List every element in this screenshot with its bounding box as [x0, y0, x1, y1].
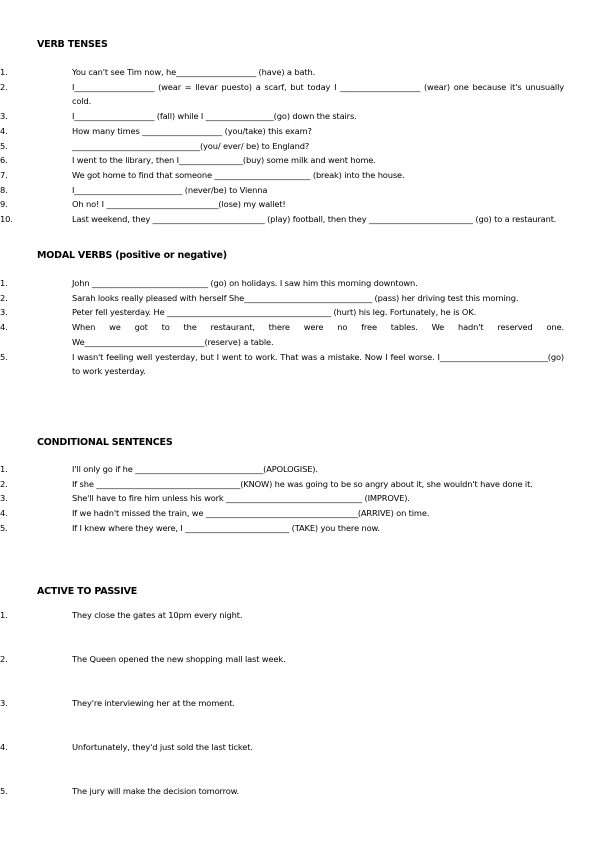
exercise-item	[0, 291, 564, 306]
item-number: 5.	[0, 522, 8, 533]
modal-verbs-list	[0, 276, 564, 379]
exercise-item	[0, 462, 564, 477]
item-number: 2.	[0, 81, 8, 92]
exercise-item	[0, 491, 564, 506]
item-number: 4.	[0, 322, 8, 333]
exercise-item	[0, 477, 564, 492]
section-heading-modal-verbs: MODAL VERBS (positive or negative)	[37, 250, 227, 261]
exercise-item	[0, 109, 564, 124]
section-heading-conditional-sentences: CONDITIONAL SENTENCES	[37, 437, 173, 448]
item-text: I wasn't feeling well yesterday, but I went to work. That was a mistake. Now I feel worse. I___________________________(go) to work yesterday.	[72, 351, 564, 377]
item-number: 5.	[0, 140, 8, 151]
item-number: 3.	[0, 493, 8, 504]
exercise-item	[0, 740, 564, 754]
exercise-item	[0, 168, 564, 183]
item-number: 5.	[0, 351, 8, 362]
item-text: Oh no! I ____________________________(lose) my wallet!	[72, 199, 286, 210]
item-number: 10.	[0, 214, 13, 225]
item-number: 1.	[0, 67, 8, 77]
item-text: We got home to find that someone ________________________ (break) into the house.	[72, 169, 405, 180]
exercise-item	[0, 124, 564, 139]
item-number: 1.	[0, 278, 8, 288]
item-number: 9.	[0, 199, 8, 210]
item-number: 2.	[0, 292, 8, 303]
item-text: Peter fell yesterday. He _________________________________________ (hurt) his leg. Fortunately, he is OK.	[72, 307, 477, 318]
exercise-item	[0, 608, 564, 622]
exercise-item	[0, 305, 564, 320]
item-number: 4.	[0, 125, 8, 136]
item-text: How many times ____________________ (you/take) this exam?	[72, 125, 312, 136]
item-number: 7.	[0, 169, 8, 180]
item-number: 4.	[0, 508, 8, 519]
item-text: The Queen opened the new shopping mall last week.	[72, 654, 286, 664]
item-text: If she ____________________________________(KNOW) he was going to be so angry about it, she wouldn't have done it.	[72, 478, 533, 489]
item-text: John _____________________________ (go) on holidays. I saw him this morning downtown.	[72, 278, 418, 288]
item-text: ________________________________(you/ ever/ be) to England?	[72, 140, 310, 151]
item-number: 8.	[0, 184, 8, 195]
conditional-sentences-list	[0, 462, 564, 536]
item-text: When we got to the restaurant, there were no free tables. We hadn't reserved one. We______________________________(reserve) a table.	[72, 322, 564, 347]
item-text: They're interviewing her at the moment.	[72, 698, 235, 708]
item-text: Sarah looks really pleased with herself She________________________________ (pass) her driving test this morning.	[72, 292, 519, 303]
exercise-item	[0, 139, 564, 154]
item-number: 2.	[0, 654, 8, 664]
item-text: I'll only go if he ________________________________(APOLOGISE).	[72, 464, 318, 474]
item-number: 3.	[0, 111, 8, 122]
item-text: Unfortunately, they'd just sold the last ticket.	[72, 742, 253, 752]
exercise-item	[0, 276, 564, 291]
item-number: 4.	[0, 742, 8, 752]
exercise-item	[0, 153, 564, 168]
item-text: You can't see Tim now, he____________________ (have) a bath.	[72, 67, 316, 77]
item-text: I___________________________ (never/be) to Vienna	[72, 184, 268, 195]
section-heading-verb-tenses: VERB TENSES	[37, 39, 108, 50]
exercise-item	[0, 652, 564, 666]
item-text: If I knew where they were, I __________________________ (TAKE) you there now.	[72, 522, 380, 533]
verb-tenses-list	[0, 65, 564, 227]
exercise-item	[0, 350, 564, 379]
exercise-item	[0, 197, 564, 212]
item-text: I____________________ (fall) while I _________________(go) down the stairs.	[72, 111, 357, 122]
item-number: 3.	[0, 698, 8, 708]
item-number: 6.	[0, 155, 8, 166]
item-number: 5.	[0, 786, 8, 796]
item-number: 1.	[0, 610, 8, 620]
item-number: 2.	[0, 478, 8, 489]
item-number: 3.	[0, 307, 8, 318]
item-text: Last weekend, they ____________________________ (play) football, then they __________________________ (go) to a restaurant.	[72, 214, 557, 225]
item-text: She'll have to fire him unless his work __________________________________ (IMPROVE).	[72, 493, 410, 504]
exercise-item	[0, 521, 564, 536]
exercise-item	[0, 212, 564, 227]
item-text: I____________________ (wear = llevar puesto) a scarf, but today I ____________________ (wear) one because it's unusually cold.	[72, 81, 564, 107]
section-heading-active-to-passive: ACTIVE TO PASSIVE	[37, 586, 138, 597]
exercise-item	[0, 320, 564, 349]
item-text: If we hadn't missed the train, we ______________________________________(ARRIVE) on time.	[72, 508, 430, 519]
exercise-item	[0, 696, 564, 710]
exercise-item	[0, 183, 564, 198]
exercise-item	[0, 80, 564, 109]
item-text: I went to the library, then I________________(buy) some milk and went home.	[72, 155, 376, 166]
exercise-item	[0, 506, 564, 521]
item-text: The jury will make the decision tomorrow.	[72, 786, 240, 796]
item-text: They close the gates at 10pm every night.	[72, 610, 243, 620]
exercise-item	[0, 784, 564, 798]
active-to-passive-list	[0, 608, 564, 828]
exercise-item	[0, 65, 564, 80]
item-number: 1.	[0, 464, 8, 474]
